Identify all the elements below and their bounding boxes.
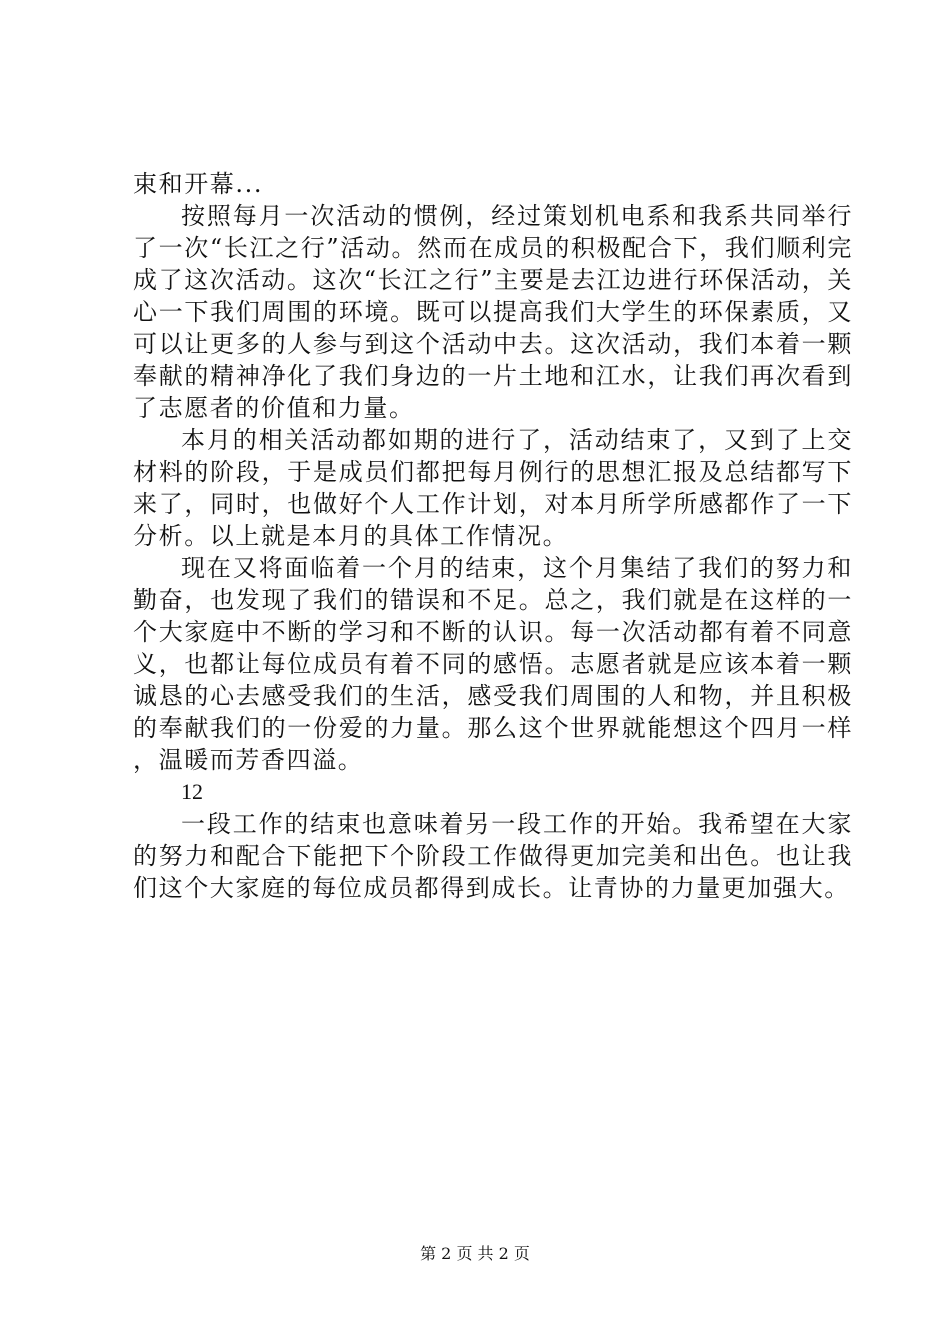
page-footer: 第 2 页 共 2 页 [420, 1244, 530, 1263]
number-marker: 12 [181, 779, 203, 804]
paragraph-activity-report: 按照每月一次活动的惯例，经过策划机电系和我系共同举行了一次“长江之行”活动。然而在成员的积极配合下，我们顺利完成了这次活动。这次“长江之行”主要是去江边进行环保活动，关心一下我们周围的环境。既可以提高我们大学生的环保素质，又可以让更多的人参与到这个活动中去。这次活动，我们本着一颗奉献的精神净化了我们身边的一片土地和江水，让我们再次看到了志愿者的价值和力量。 [133, 202, 853, 422]
document-body [133, 168, 853, 904]
paragraph-materials-submission: 本月的相关活动都如期的进行了，活动结束了，又到了上交材料的阶段，于是成员们都把每月例行的思想汇报及总结都写下来了，同时，也做好个人工作计划，对本月所学所感都作了一下分析。以上就是本月的具体工作情况。 [133, 426, 853, 550]
paragraph-month-summary: 现在又将面临着一个月的结束，这个月集结了我们的努力和勤奋，也发现了我们的错误和不足。总之，我们就是在这样的一个大家庭中不断的学习和不断的认识。每一次活动都有着不同意义，也都让每位成员有着不同的感悟。志愿者就是应该本着一颗诚恳的心去感受我们的生活，感受我们周围的人和物，并且积极的奉献我们的一份爱的力量。那么这个世界就能想这个四月一样，温暖而芳香四溢。 [133, 554, 853, 774]
paragraph-closing: 一段工作的结束也意味着另一段工作的开始。我希望在大家的努力和配合下能把下个阶段工作做得更加完美和出色。也让我们这个大家庭的每位成员都得到成长。让青协的力量更加强大。 [133, 810, 853, 902]
paragraph-continuation: 束和开幕... [133, 170, 264, 198]
